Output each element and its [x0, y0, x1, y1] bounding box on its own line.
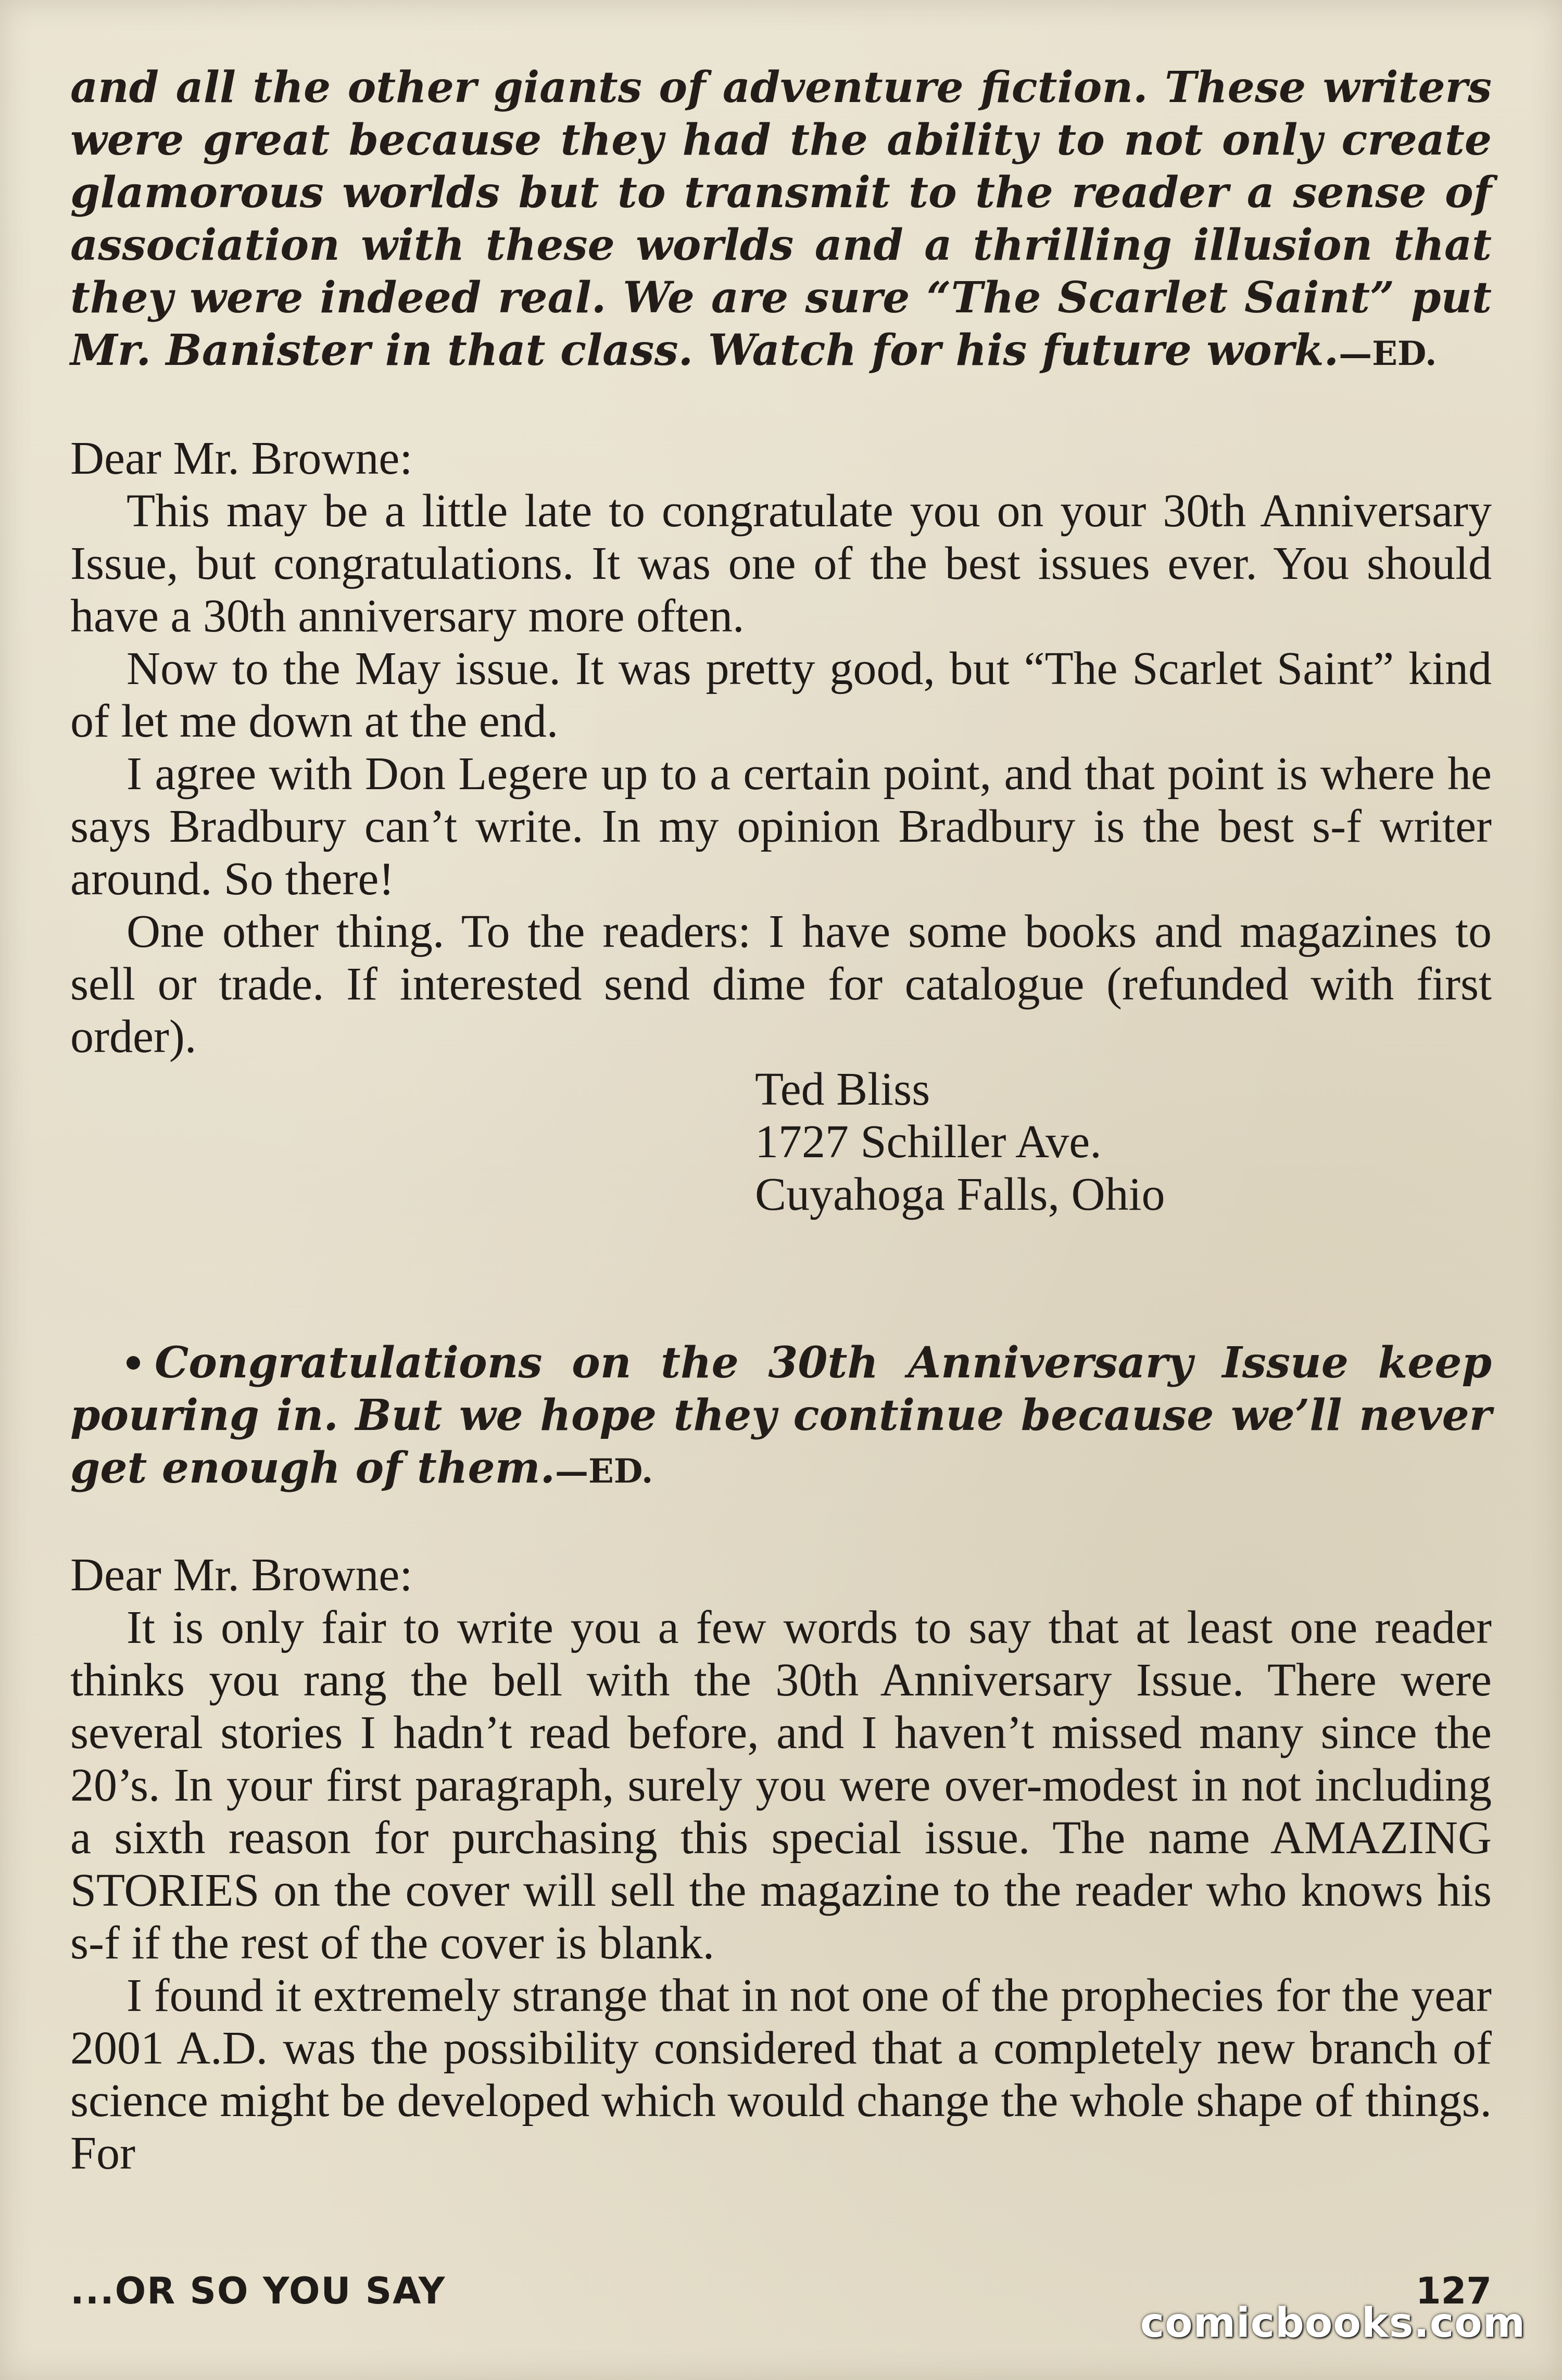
bullet-icon [127, 1356, 140, 1370]
letter-2-paragraph: It is only fair to write you a few words to say that at least one reader thinks you rang the bell with the 30th Anniversary Issue. There were several stories I hadn’t read before, and I haven’t missed many since the 20’s. In your first paragraph, surely you were over-modest in not including a sixth reason for purchasing this special issue. The name AMAZING STORIES on the cover will sell the magazine to the reader who knows his s-f if the rest of the cover is blank. [70, 1602, 1492, 1969]
editor-note-2 [70, 1337, 1492, 1498]
letter-2-paragraph: I found it extremely strange that in not one of the prophecies for the year 2001 A.D. was the possibility considered that a completely new branch of science might be developed which would change the whole shape of things. For [70, 1970, 1492, 2179]
editor-signoff: —ED. [1339, 334, 1437, 373]
letter-1-paragraph: This may be a little late to congratulate you on your 30th Anniversary Issue, but congratulations. It was one of the best issues ever. You should have a 30th anniversary more often. [70, 485, 1492, 642]
editor-note-1-body: and all the other giants of adventure fiction. These writers were great because they had the ability to not only create glamorous worlds but to transmit to the reader a sense of association with these worlds and a thrilling illusion that they were indeed real. We are sure “The Scarlet Saint” put Mr. Banister in that class. Watch for his future work. [70, 62, 1492, 375]
signature-name: Ted Bliss [755, 1064, 930, 1115]
letter-2 [70, 1549, 1492, 2180]
letter-1-paragraph: One other thing. To the readers: I have some books and magazines to sell or trade. If interested send dime for catalogue (refunded with first order). [70, 906, 1492, 1062]
letter-1-paragraph: Now to the May issue. It was pretty good, but “The Scarlet Saint” kind of let me down at the end. [70, 643, 1492, 747]
editor-note-1-text [70, 61, 1492, 380]
letter-1-signature [70, 1063, 1492, 1221]
page-number: 127 [1415, 2270, 1492, 2312]
editor-note-1 [70, 61, 1492, 380]
running-head: ...OR SO YOU SAY [70, 2270, 446, 2312]
signature-city: Cuyahoga Falls, Ohio [755, 1169, 1165, 1220]
watermark: comicbooks.com [1140, 2300, 1526, 2347]
letter-1 [70, 432, 1492, 1221]
editor-note-2-body: Congratulations on the 30th Anniversary Issue keep pouring in. But we hope they continue because we’ll never get enough of them. [70, 1338, 1492, 1493]
editor-note-2-text [70, 1337, 1492, 1498]
editor-signoff: —ED. [555, 1452, 653, 1491]
letter-1-paragraph: I agree with Don Legere up to a certain point, and that point is where he says Bradbury can’t write. In my opinion Bradbury is the best s-f writer around. So there! [70, 748, 1492, 905]
letter-1-salutation: Dear Mr. Browne: [70, 433, 413, 484]
letter-2-salutation: Dear Mr. Browne: [70, 1549, 413, 1601]
signature-street: 1727 Schiller Ave. [755, 1116, 1102, 1168]
